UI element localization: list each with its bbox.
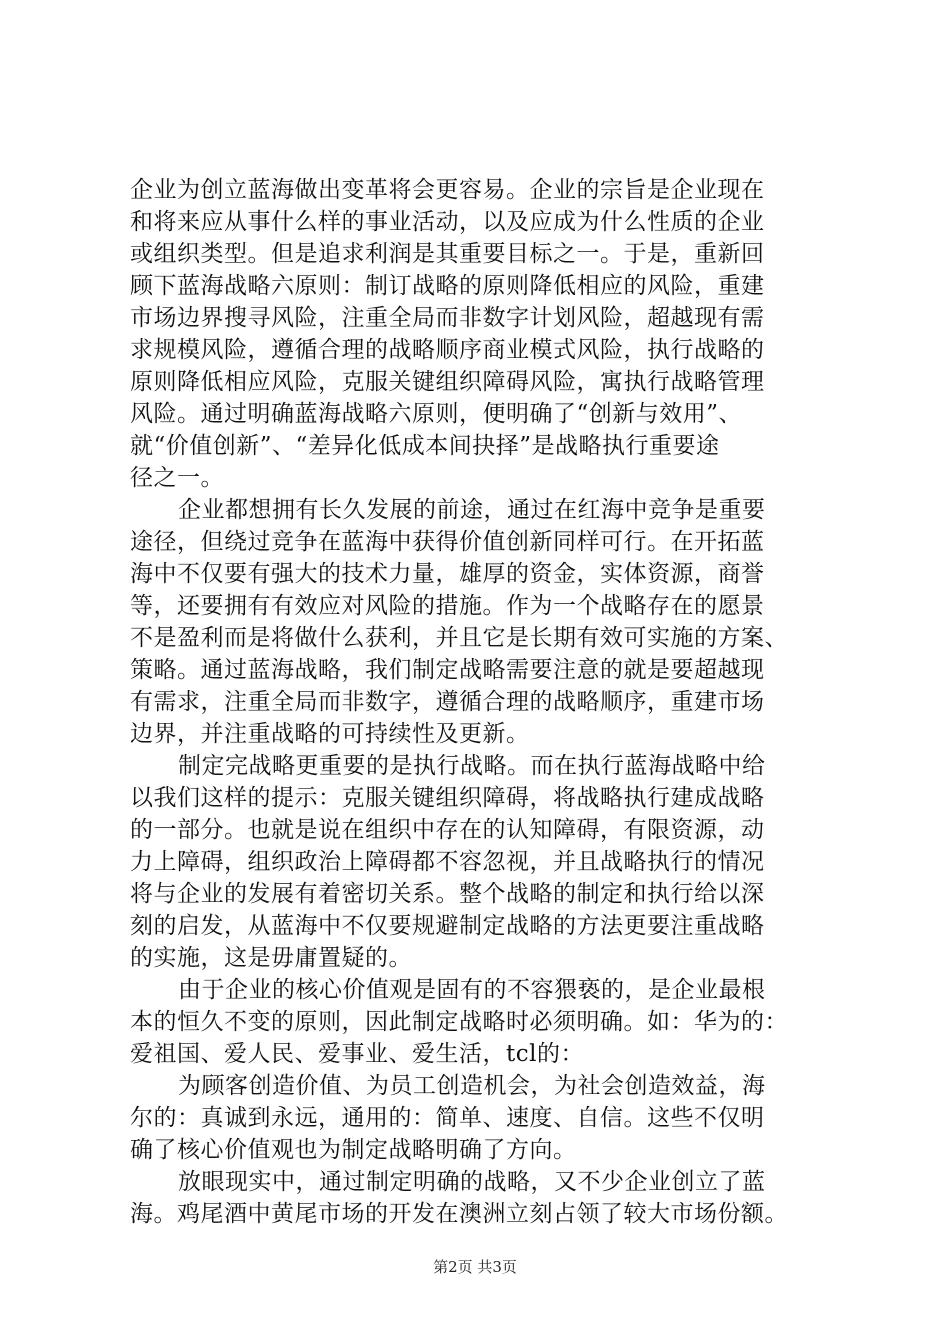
text-line: 就“价值创新”、“差异化低成本间抉择”是战略执行重要途 — [130, 433, 720, 459]
text-line: 放眼现实中，通过制定明确的战略，又不少企业创立了蓝 — [178, 1169, 766, 1195]
text-line: 策略。通过蓝海战略，我们制定战略需要注意的就是要超越现 — [130, 657, 765, 683]
text-line: 风险。通过明确蓝海战略六原则，便明确了“创新与效用”、 — [130, 401, 743, 427]
text-line: 力上障碍，组织政治上障碍都不容忽视，并且战略执行的情况 — [130, 849, 765, 875]
text-line: 海。鸡尾酒中黄尾市场的开发在澳洲立刻占领了较大市场份额。 — [130, 1201, 788, 1227]
text-line: 本的恒久不变的原则，因此制定战略时必须明确。如：华为的： — [130, 1009, 788, 1035]
document-body — [130, 174, 830, 1230]
text-line: 边界，并注重战略的可持续性及更新。 — [130, 721, 530, 747]
text-line: 海中不仅要有强大的技术力量，雄厚的资金，实体资源，商誉 — [130, 561, 765, 587]
text-line: 市场边界搜寻风险，注重全局而非数字计划风险，超越现有需 — [130, 305, 765, 331]
text-line: 刻的启发，从蓝海中不仅要规避制定战略的方法更要注重战略 — [130, 913, 765, 939]
text-line: 由于企业的核心价值观是固有的不容猥亵的，是企业最根 — [178, 977, 766, 1003]
text-line: 企业为创立蓝海做出变革将会更容易。企业的宗旨是企业现在 — [130, 177, 765, 203]
text-line: 爱祖国、爱人民、爱事业、爱生活，tcl的： — [130, 1041, 584, 1067]
text-line: 求规模风险，遵循合理的战略顺序商业模式风险，执行战略的 — [130, 337, 765, 363]
text-line: 或组织类型。但是追求利润是其重要目标之一。于是，重新回 — [130, 241, 765, 267]
text-line: 等，还要拥有有效应对风险的措施。作为一个战略存在的愿景 — [130, 593, 765, 619]
text-line: 的实施，这是毋庸置疑的。 — [130, 945, 412, 971]
text-line: 制定完战略更重要的是执行战略。而在执行蓝海战略中给 — [178, 753, 766, 779]
text-line: 确了核心价值观也为制定战略明确了方向。 — [130, 1137, 577, 1163]
text-line: 尔的：真诚到永远，通用的：简单、速度、自信。这些不仅明 — [130, 1105, 765, 1131]
text-line: 企业都想拥有长久发展的前途，通过在红海中竞争是重要 — [178, 497, 766, 523]
text-line: 不是盈利而是将做什么获利，并且它是长期有效可实施的方案、 — [130, 625, 788, 651]
text-line: 的一部分。也就是说在组织中存在的认知障碍，有限资源，动 — [130, 817, 765, 843]
text-line: 原则降低相应风险，克服关键组织障碍风险，寓执行战略管理 — [130, 369, 765, 395]
text-line: 将与企业的发展有着密切关系。整个战略的制定和执行给以深 — [130, 881, 765, 907]
text-line: 为顾客创造价值、为员工创造机会，为社会创造效益，海 — [178, 1073, 766, 1099]
text-line: 和将来应从事什么样的事业活动，以及应成为什么性质的企业 — [130, 209, 765, 235]
text-line: 以我们这样的提示：克服关键组织障碍，将战略执行建成战略 — [130, 785, 765, 811]
text-line: 顾下蓝海战略六原则：制订战略的原则降低相应的风险，重建 — [130, 273, 765, 299]
text-line: 途径，但绕过竞争在蓝海中获得价值创新同样可行。在开拓蓝 — [130, 529, 765, 555]
page-footer: 第2页 共3页 — [433, 1258, 517, 1276]
text-line: 径之一。 — [130, 465, 224, 491]
text-line: 有需求，注重全局而非数字，遵循合理的战略顺序，重建市场 — [130, 689, 765, 715]
